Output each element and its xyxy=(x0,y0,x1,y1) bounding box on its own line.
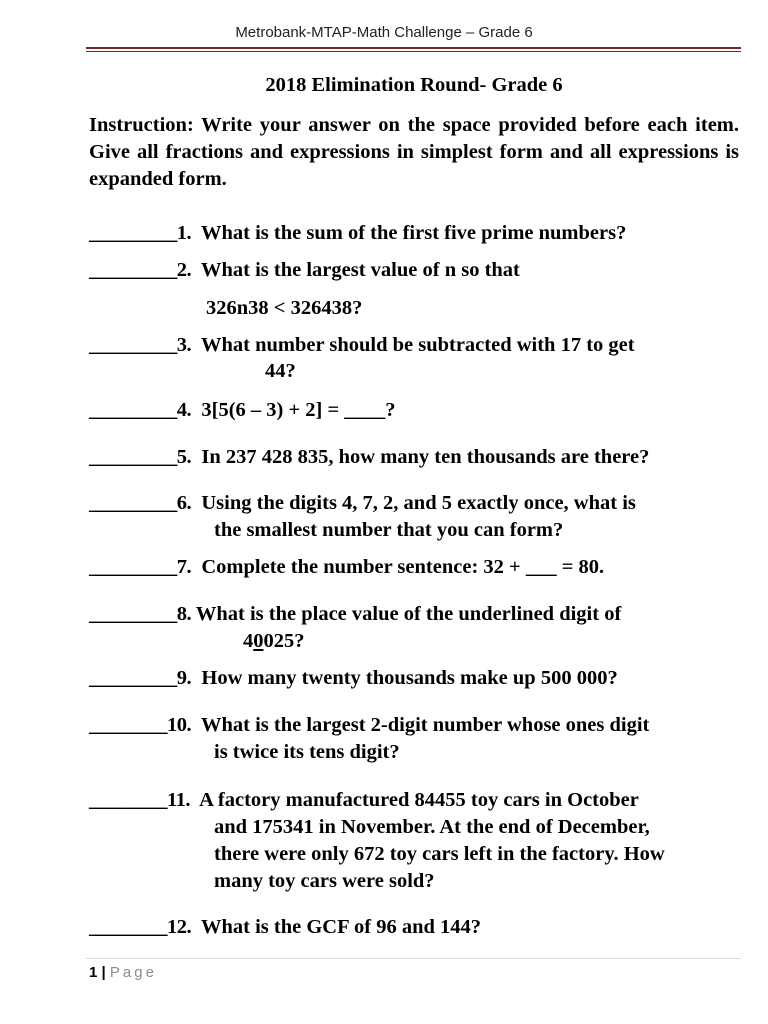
question-text: What is the place value of the underlined digit of xyxy=(191,603,622,625)
document-title: 2018 Elimination Round- Grade 6 xyxy=(265,74,563,96)
answer-blank: _________4. xyxy=(89,399,192,421)
answer-blank: _________9. xyxy=(89,667,192,689)
question-text: What is the largest 2-digit number whose ones digit xyxy=(191,714,650,736)
question-11-line-2: and 175341 in November. At the end of December, xyxy=(214,816,650,838)
number-part: 4 xyxy=(243,630,254,652)
question-11-line-3: there were only 672 toy cars left in the factory. How xyxy=(214,843,665,865)
header-rule-thin xyxy=(86,51,741,52)
question-text: How many twenty thousands make up 500 000? xyxy=(191,667,618,689)
page-footer xyxy=(89,964,157,981)
question-8 xyxy=(89,601,749,628)
header-rule-thick xyxy=(86,47,741,49)
question-text: 3[5(6 – 3) + 2] = ____? xyxy=(191,399,396,421)
answer-blank: ________10. xyxy=(89,714,192,736)
footer-rule xyxy=(86,958,741,959)
question-text: Complete the number sentence: 32 + ___ = 80. xyxy=(191,556,605,578)
footer-separator: | xyxy=(97,964,110,981)
page-number: 1 xyxy=(89,964,98,981)
question-text: In 237 428 835, how many ten thousands are there? xyxy=(191,446,650,468)
question-11-line-4: many toy cars were sold? xyxy=(214,870,435,892)
question-4 xyxy=(89,397,749,424)
answer-blank: _________1. xyxy=(89,222,192,244)
question-7 xyxy=(89,554,749,581)
answer-blank: _________2. xyxy=(89,259,192,281)
question-12 xyxy=(89,914,749,941)
underlined-digit: 0 xyxy=(253,630,264,652)
answer-blank: _________6. xyxy=(89,492,192,514)
question-2-continuation: 326n38 < 326438? xyxy=(206,297,363,319)
answer-blank: _________3. xyxy=(89,334,192,356)
question-text: A factory manufactured 84455 toy cars in October xyxy=(190,789,639,811)
question-text: What number should be subtracted with 17 to get xyxy=(191,334,635,356)
instruction-paragraph: Instruction: Write your answer on the space provided before each item. Give all fractions and expressions in simplest form and all expressions is expanded form. xyxy=(89,114,739,190)
answer-blank: ________11. xyxy=(89,789,190,811)
question-6-continuation: the smallest number that you can form? xyxy=(214,519,564,541)
question-2 xyxy=(89,257,749,284)
question-10-continuation: is twice its tens digit? xyxy=(214,741,400,763)
question-text: What is the GCF of 96 and 144? xyxy=(191,916,481,938)
number-part: 025? xyxy=(263,630,305,652)
question-9 xyxy=(89,665,749,692)
answer-blank: ________12. xyxy=(89,916,192,938)
question-text: Using the digits 4, 7, 2, and 5 exactly once, what is xyxy=(191,492,636,514)
answer-blank: _________8. xyxy=(89,603,192,625)
question-3 xyxy=(89,332,749,359)
question-text: What is the sum of the first five prime numbers? xyxy=(191,222,627,244)
question-6 xyxy=(89,490,749,517)
question-3-continuation: 44? xyxy=(265,360,296,382)
question-1 xyxy=(89,220,749,247)
question-text: What is the largest value of n so that xyxy=(191,259,520,281)
question-5 xyxy=(89,444,749,471)
page-label: Page xyxy=(109,964,157,981)
question-8-continuation xyxy=(243,628,305,655)
question-11 xyxy=(89,787,749,814)
answer-blank: _________7. xyxy=(89,556,192,578)
answer-blank: _________5. xyxy=(89,446,192,468)
page-header: Metrobank-MTAP-Math Challenge – Grade 6 xyxy=(235,24,533,41)
question-10 xyxy=(89,712,749,739)
